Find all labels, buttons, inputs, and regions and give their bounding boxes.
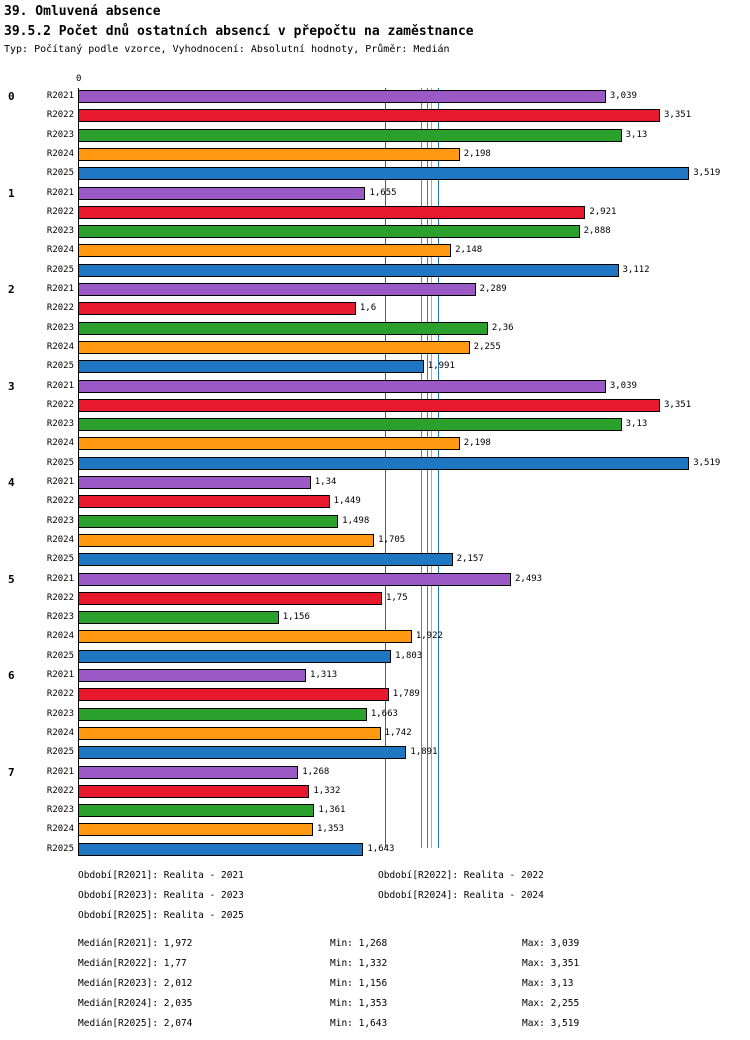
- bar[interactable]: [78, 708, 367, 721]
- bar[interactable]: [78, 167, 689, 180]
- series-label: R2022: [46, 785, 74, 796]
- legend-row: [0, 910, 750, 930]
- series-label: R2021: [46, 284, 74, 294]
- stats-row: [0, 978, 750, 998]
- group-label: 0: [8, 90, 15, 103]
- series-label: R2023: [46, 612, 74, 623]
- bar-value-label: 3,13: [625, 419, 648, 430]
- series-label: R2022: [46, 496, 74, 507]
- stat-min: Min: 1,156: [330, 978, 388, 989]
- group-label: 1: [8, 186, 15, 200]
- series-label: R2024: [46, 631, 74, 642]
- bar-value-label: 1,268: [302, 766, 330, 777]
- bar[interactable]: [78, 322, 488, 335]
- bar[interactable]: [78, 785, 309, 798]
- series-label: R2025: [46, 650, 74, 661]
- bar[interactable]: [78, 418, 622, 431]
- bar-value-label: 1,803: [395, 650, 423, 661]
- series-label: R2022: [46, 399, 74, 410]
- bar[interactable]: [78, 109, 660, 122]
- bar[interactable]: [78, 553, 453, 566]
- stat-max: Max: 3,519: [522, 1018, 580, 1029]
- bar-value-label: 1,332: [313, 785, 341, 796]
- bar-value-label: 1,663: [370, 708, 398, 719]
- bar-value-label: 3,351: [664, 110, 692, 121]
- series-label: R2022: [46, 592, 74, 603]
- bar-value-label: 3,13: [625, 129, 648, 140]
- bar-value-label: 2,888: [583, 226, 611, 237]
- bar-value-label: 3,519: [693, 168, 721, 179]
- stat-median: Medián[R2022]: 1,77: [78, 958, 187, 969]
- bar-value-label: 1,789: [392, 689, 420, 700]
- legend-entry: Období[R2023]: Realita - 2023: [78, 890, 244, 901]
- bar[interactable]: [78, 843, 363, 856]
- series-label: R2023: [46, 805, 74, 816]
- bar[interactable]: [78, 630, 412, 643]
- bar[interactable]: [78, 225, 580, 238]
- bar-value-label: 2,921: [589, 206, 617, 217]
- chart-title: 39.5.2 Počet dnů ostatních absencí v přepočtu na zaměstnance: [4, 24, 474, 39]
- stats-row: [0, 1018, 750, 1038]
- stat-median: Medián[R2025]: 2,074: [78, 1018, 193, 1029]
- bar[interactable]: [78, 90, 606, 103]
- bar-value-label: 1,922: [415, 631, 443, 642]
- legend-row: [0, 870, 750, 890]
- series-label: R2021: [46, 477, 74, 487]
- series-label: R2021: [46, 91, 74, 101]
- group-label: 5: [8, 572, 15, 586]
- series-label: R2021: [46, 187, 74, 198]
- series-label: R2024: [46, 824, 74, 835]
- legend-entry: Období[R2022]: Realita - 2022: [378, 870, 544, 881]
- group-label: 6: [8, 669, 15, 682]
- series-label: R2021: [46, 573, 74, 584]
- bar[interactable]: [78, 727, 381, 740]
- bar[interactable]: [78, 360, 424, 373]
- bar-value-label: 1,313: [310, 670, 338, 680]
- bar[interactable]: [78, 437, 460, 450]
- bar-value-label: 3,519: [693, 457, 721, 468]
- chart-statistics: [0, 938, 750, 1038]
- axis-zero-label: 0: [76, 74, 82, 84]
- bar[interactable]: [78, 573, 511, 586]
- series-label: R2025: [46, 554, 74, 565]
- group-label: 4: [8, 476, 15, 489]
- page-title: 39. Omluvená absence: [4, 4, 161, 19]
- bar-value-label: 1,705: [378, 534, 406, 545]
- bar-value-label: 2,255: [473, 341, 501, 352]
- bar-value-label: 1,991: [427, 361, 455, 372]
- bar[interactable]: [78, 283, 476, 296]
- series-label: R2025: [46, 843, 74, 854]
- legend-entry: Období[R2025]: Realita - 2025: [78, 910, 244, 921]
- bar-value-label: 1,361: [318, 805, 346, 816]
- bar-value-label: 1,75: [385, 592, 408, 603]
- bar-value-label: 2,148: [455, 245, 483, 256]
- bar[interactable]: [78, 669, 306, 682]
- bar[interactable]: [78, 688, 389, 701]
- bar-value-label: 1,353: [316, 824, 345, 835]
- series-label: R2024: [46, 438, 74, 449]
- series-label: R2025: [46, 747, 74, 758]
- bar-value-label: 1,498: [342, 515, 370, 526]
- bar[interactable]: [78, 495, 330, 508]
- stat-median: Medián[R2024]: 2,035: [78, 998, 193, 1009]
- bar[interactable]: [78, 399, 660, 412]
- series-label: R2022: [46, 303, 74, 314]
- stat-min: Min: 1,268: [330, 938, 388, 949]
- series-label: R2023: [46, 515, 74, 526]
- series-label: R2023: [46, 226, 74, 237]
- bar-value-label: 1,891: [410, 747, 438, 758]
- bar-value-label: 3,112: [622, 264, 650, 275]
- series-label: R2025: [46, 264, 74, 275]
- bar[interactable]: [78, 476, 311, 489]
- bar-value-label: 2,36: [491, 322, 514, 333]
- bar[interactable]: [78, 766, 298, 779]
- stat-max: Max: 3,13: [522, 978, 574, 989]
- bar-value-label: 2,289: [479, 284, 507, 294]
- bar-value-label: 1,643: [367, 843, 395, 854]
- series-label: R2024: [46, 148, 74, 159]
- bar-value-label: 1,449: [333, 496, 361, 507]
- series-label: R2021: [46, 766, 74, 777]
- series-label: R2022: [46, 689, 74, 700]
- stat-median: Medián[R2023]: 2,012: [78, 978, 193, 989]
- group-label: 3: [8, 379, 15, 393]
- series-label: R2023: [46, 322, 74, 333]
- bar[interactable]: [78, 804, 314, 817]
- stat-median: Medián[R2021]: 1,972: [78, 938, 193, 949]
- bar[interactable]: [78, 515, 338, 528]
- bar[interactable]: [78, 206, 585, 219]
- stats-row: [0, 938, 750, 958]
- bar[interactable]: [78, 650, 391, 663]
- stats-row: [0, 958, 750, 978]
- stat-max: Max: 3,039: [522, 938, 580, 949]
- series-label: R2022: [46, 110, 74, 121]
- bar[interactable]: [78, 302, 356, 315]
- series-label: R2021: [46, 670, 74, 680]
- bar[interactable]: [78, 187, 365, 200]
- series-label: R2022: [46, 206, 74, 217]
- legend-entry: Období[R2021]: Realita - 2021: [78, 870, 244, 881]
- series-label: R2024: [46, 341, 74, 352]
- bar[interactable]: [78, 341, 470, 354]
- bar[interactable]: [78, 244, 451, 257]
- legend-entry: Období[R2024]: Realita - 2024: [378, 890, 544, 901]
- stat-max: Max: 3,351: [522, 958, 580, 969]
- bar-value-label: 2,157: [456, 554, 484, 565]
- series-label: R2023: [46, 129, 74, 140]
- series-label: R2025: [46, 168, 74, 179]
- bar-value-label: 1,6: [359, 303, 377, 314]
- series-label: R2024: [46, 727, 74, 738]
- chart-legend: [0, 870, 750, 930]
- chart-subtitle: Typ: Počítaný podle vzorce, Vyhodnocení: Absolutní hodnoty, Průměr: Medián: [4, 44, 450, 55]
- legend-row: [0, 890, 750, 910]
- bar-value-label: 2,198: [463, 438, 491, 449]
- bar[interactable]: [78, 746, 406, 759]
- series-label: R2025: [46, 457, 74, 468]
- bar[interactable]: [78, 611, 279, 624]
- group-label: 7: [8, 765, 15, 779]
- bar-value-label: 2,198: [463, 148, 491, 159]
- group-label: 2: [8, 283, 15, 296]
- stat-min: Min: 1,332: [330, 958, 388, 969]
- bar[interactable]: [78, 264, 619, 277]
- series-label: R2025: [46, 361, 74, 372]
- bar-value-label: 3,039: [609, 91, 637, 101]
- bar-value-label: 2,493: [514, 573, 543, 584]
- bar-value-label: 1,156: [282, 612, 310, 623]
- bar-value-label: 1,742: [384, 727, 412, 738]
- series-label: R2023: [46, 419, 74, 430]
- bar[interactable]: [78, 129, 622, 142]
- stat-max: Max: 2,255: [522, 998, 580, 1009]
- bar[interactable]: [78, 457, 689, 470]
- bar[interactable]: [78, 148, 460, 161]
- bar-value-label: 3,351: [664, 399, 692, 410]
- bar-value-label: 1,655: [369, 187, 397, 198]
- series-label: R2023: [46, 708, 74, 719]
- bar[interactable]: [78, 823, 313, 836]
- bar[interactable]: [78, 592, 382, 605]
- bar-value-label: 1,34: [314, 477, 337, 487]
- bar[interactable]: [78, 534, 374, 547]
- series-label: R2024: [46, 534, 74, 545]
- stat-min: Min: 1,643: [330, 1018, 388, 1029]
- stats-row: [0, 998, 750, 1018]
- series-label: R2021: [46, 380, 74, 391]
- bar-value-label: 3,039: [609, 380, 637, 391]
- bar[interactable]: [78, 380, 606, 393]
- stat-min: Min: 1,353: [330, 998, 388, 1009]
- series-label: R2024: [46, 245, 74, 256]
